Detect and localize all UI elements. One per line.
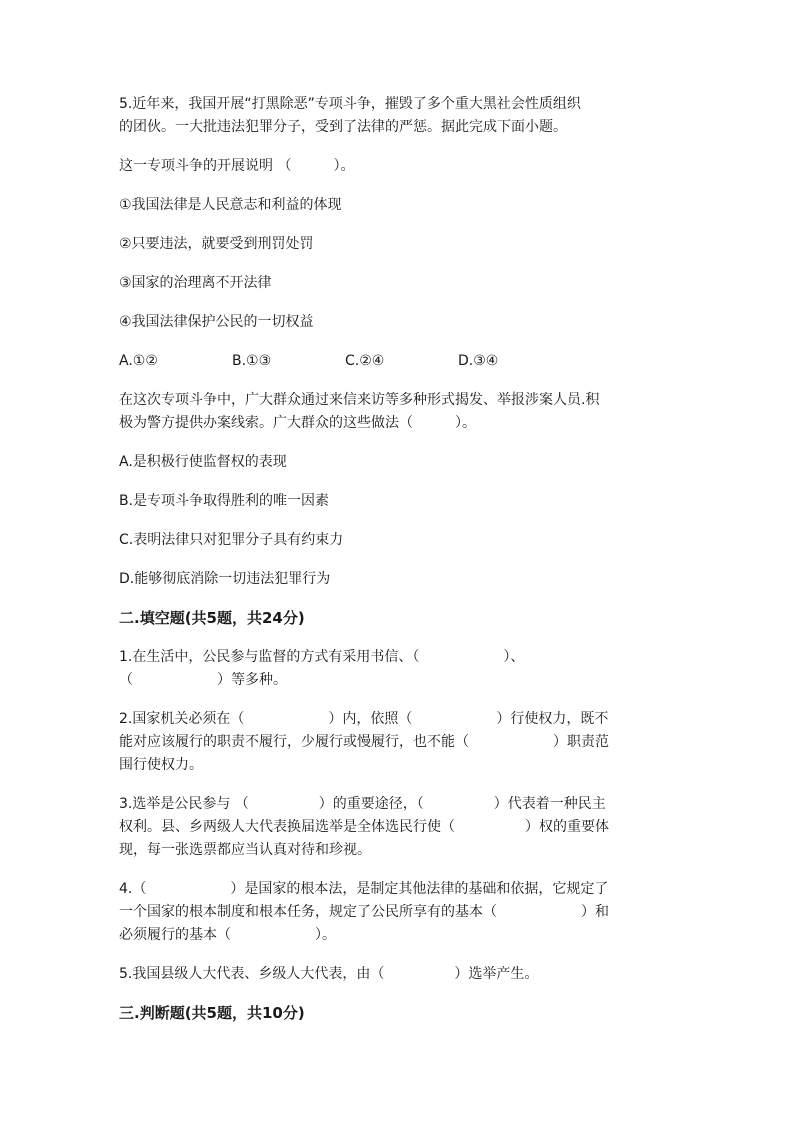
statement-2: ②只要违法，就要受到刑罚处罚 <box>119 236 314 252</box>
text-line: 1.在生活中，公民参与监督的方式有采用书信、（ ）、 <box>119 649 525 665</box>
text-line: 必须履行的基本（ ）。 <box>119 927 336 943</box>
q5-sub2-option-d: D.能够彻底消除一切违法犯罪行为 <box>119 571 331 587</box>
text-line: 围行使权力。 <box>119 757 203 773</box>
option-b: B.①③ <box>232 353 272 369</box>
fill-question-2 <box>119 708 675 777</box>
section-2-title: 二.填空题(共5题，共24分) <box>119 609 305 627</box>
option-c: C.②④ <box>345 353 385 369</box>
text-line: 能对应该履行的职责不履行，少履行或慢履行，也不能（ ）职责范 <box>119 734 609 750</box>
q5-sub2-option-c: C.表明法律只对犯罪分子具有约束力 <box>119 532 344 548</box>
text-line: 极为警方提供办案线索。广大群众的这些做法（ ）。 <box>119 415 476 431</box>
text-line: 现，每一张选票都应当认真对待和珍视。 <box>119 842 371 858</box>
fill-question-5 <box>119 963 675 986</box>
q5-sub1-options <box>119 350 675 373</box>
text-line: 3.选举是公民参与 （ ）的重要途径，（ ）代表着一种民主 <box>119 796 606 812</box>
text-line: （ ）等多种。 <box>119 672 287 688</box>
section-3-title: 三.判断题(共5题，共10分) <box>119 1004 305 1022</box>
text-line: 5.我国县级人大代表、乡级人大代表，由（ ）选举产生。 <box>119 966 539 982</box>
q5-sub2-question <box>119 389 675 435</box>
fill-question-1 <box>119 646 675 692</box>
q5-sub1-question: 这一专项斗争的开展说明 （ ）。 <box>119 158 355 174</box>
fill-question-4 <box>119 878 675 947</box>
q5-sub2-option-b: B.是专项斗争取得胜利的唯一因素 <box>119 493 330 509</box>
text-line: 2.国家机关必须在（ ）内，依照（ ）行使权力，既不 <box>119 711 609 727</box>
text-line: 的团伙。一大批违法犯罪分子，受到了法律的严惩。据此完成下面小题。 <box>119 119 567 135</box>
text-line: 4.（ ）是国家的根本法，是制定其他法律的基础和依据，它规定了 <box>119 881 609 897</box>
fill-question-3 <box>119 793 675 862</box>
statement-3: ③国家的治理离不开法律 <box>119 275 272 291</box>
document-page <box>119 93 675 1041</box>
q5-sub2-option-a: A.是积极行使监督权的表现 <box>119 454 287 470</box>
option-a: A.①② <box>119 353 158 369</box>
option-d: D.③④ <box>458 353 499 369</box>
statement-1: ①我国法律是人民意志和利益的体现 <box>119 197 342 213</box>
text-line: 在这次专项斗争中，广大群众通过来信来访等多种形式揭发、举报涉案人员.积 <box>119 392 600 408</box>
statement-4: ④我国法律保护公民的一切权益 <box>119 314 314 330</box>
q5-stem <box>119 93 675 139</box>
text-line: 一个国家的根本制度和根本任务，规定了公民所享有的基本（ ）和 <box>119 904 609 920</box>
text-line: 权利。县、乡两级人大代表换届选举是全体选民行使（ ）权的重要体 <box>119 819 609 835</box>
text-line: 5.近年来，我国开展“打黑除恶”专项斗争，摧毁了多个重大黑社会性质组织 <box>119 96 581 112</box>
